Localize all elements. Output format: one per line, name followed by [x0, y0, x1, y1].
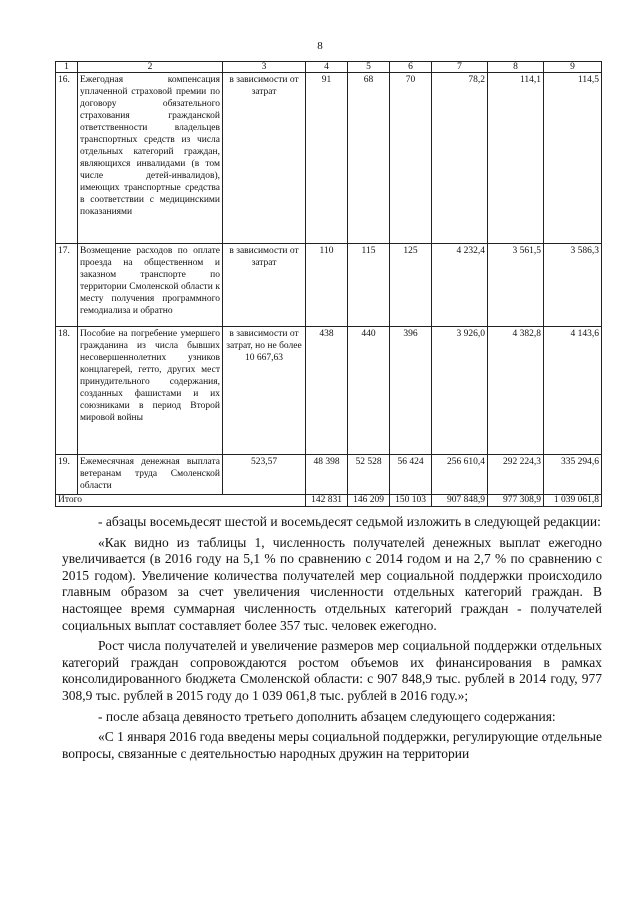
row-value-col4: 110	[306, 244, 348, 327]
paragraph: «Как видно из таблицы 1, численность получателей денежных выплат ежегодно увеличивается (в 2016 году на 5,1 % по сравнению с 2014 годом и на 2,7 % по сравнению с 2015 годом). Увеличение количества получателей мер социальной поддержки происходило главным образом за счет увеличения численности отдельных категорий граждан. В настоящее время суммарная численность отдельных категорий граждан - получателей социальных выплат составляет более 357 тыс. человек ежегодно.	[62, 534, 602, 633]
row-value-col9: 4 143,6	[544, 327, 602, 455]
row-number: 16.	[56, 73, 78, 244]
row-value-col9: 3 586,3	[544, 244, 602, 327]
table-row	[56, 327, 602, 455]
table-header-row	[56, 62, 602, 73]
row-value-col7: 3 926,0	[432, 327, 488, 455]
table-header-cell: 2	[78, 62, 223, 73]
total-value-col8: 977 308,9	[488, 495, 544, 507]
row-value-col6: 56 424	[390, 455, 432, 495]
paragraph: «С 1 января 2016 года введены меры социальной поддержки, регулирующие отдельные вопросы, связанные с деятельностью народных дружин на территории	[62, 729, 602, 761]
paragraph: - после абзаца девяносто третьего дополнить абзацем следующего содержания:	[98, 708, 556, 724]
row-value-col9: 114,5	[544, 73, 602, 244]
table-row	[56, 73, 602, 244]
total-label: Итого	[56, 495, 306, 507]
total-value-col7: 907 848,9	[432, 495, 488, 507]
row-description: Пособие на погребение умершего гражданина из числа бывших несовершеннолетних узников концлагерей, гетто, других мест принудительного содержания, созданных фашистами и их союзниками в период Второй мировой войны	[78, 327, 223, 455]
table-header-cell: 3	[223, 62, 306, 73]
body-text	[62, 514, 602, 766]
page-number: 8	[317, 40, 323, 52]
table-header-cell: 4	[306, 62, 348, 73]
row-description: Ежемесячная денежная выплата ветеранам труда Смоленской области	[78, 455, 223, 495]
row-value-col8: 4 382,8	[488, 327, 544, 455]
row-number: 17.	[56, 244, 78, 327]
row-description: Ежегодная компенсация уплаченной страховой премии по договору обязательного страхования гражданской ответственности владельцев транспортных средств из числа отдельных категорий граждан, являющихся инвалидами (в том числе детей-инвалидов), имеющих транспортные средства в соответствии с медицинскими показаниями	[78, 73, 223, 244]
table-header-cell: 8	[488, 62, 544, 73]
row-value-col8: 292 224,3	[488, 455, 544, 495]
row-number: 18.	[56, 327, 78, 455]
row-value-col9: 335 294,6	[544, 455, 602, 495]
paragraph: - абзацы восемьдесят шестой и восемьдесят седьмой изложить в следующей редакции:	[98, 514, 601, 529]
row-description: Возмещение расходов по оплате проезда на общественном и заказном транспорте по территории Смоленской области к месту получения программного гемодиализа и обратно	[78, 244, 223, 327]
row-value-col5: 440	[348, 327, 390, 455]
row-value-col5: 115	[348, 244, 390, 327]
row-value-col6: 125	[390, 244, 432, 327]
row-condition: в зависимости от затрат	[223, 73, 306, 244]
table-header-cell: 5	[348, 62, 390, 73]
table-header-cell: 7	[432, 62, 488, 73]
paragraph: Рост числа получателей и увеличение размеров мер социальной поддержки отдельных категорий граждан сопровождаются ростом объемов их финансирования в рамках консолидированного бюджета Смоленской области: с 907 848,9 тыс. рублей в 2014 году, 977 308,9 тыс. рублей в 2015 году до 1 039 061,8 тыс. рублей в 2016 году.»;	[62, 638, 602, 703]
table-header-cell: 9	[544, 62, 602, 73]
row-condition: в зависимости от затрат, но не более 10 667,63	[223, 327, 306, 455]
table-row	[56, 244, 602, 327]
table-header-cell: 6	[390, 62, 432, 73]
row-value-col7: 4 232,4	[432, 244, 488, 327]
row-value-col5: 68	[348, 73, 390, 244]
row-value-col4: 91	[306, 73, 348, 244]
row-value-col5: 52 528	[348, 455, 390, 495]
row-value-col7: 256 610,4	[432, 455, 488, 495]
row-value-col6: 70	[390, 73, 432, 244]
row-value-col8: 114,1	[488, 73, 544, 244]
data-table	[55, 61, 602, 507]
row-number: 19.	[56, 455, 78, 495]
row-value-col4: 48 398	[306, 455, 348, 495]
total-value-col6: 150 103	[390, 495, 432, 507]
row-value-col4: 438	[306, 327, 348, 455]
row-value-col6: 396	[390, 327, 432, 455]
total-value-col9: 1 039 061,8	[544, 495, 602, 507]
table-header-cell: 1	[56, 62, 78, 73]
table-total-row	[56, 495, 602, 507]
row-value-col7: 78,2	[432, 73, 488, 244]
table-row	[56, 455, 602, 495]
total-value-col4: 142 831	[306, 495, 348, 507]
row-value-col8: 3 561,5	[488, 244, 544, 327]
total-value-col5: 146 209	[348, 495, 390, 507]
row-condition: в зависимости от затрат	[223, 244, 306, 327]
row-condition: 523,57	[223, 455, 306, 495]
